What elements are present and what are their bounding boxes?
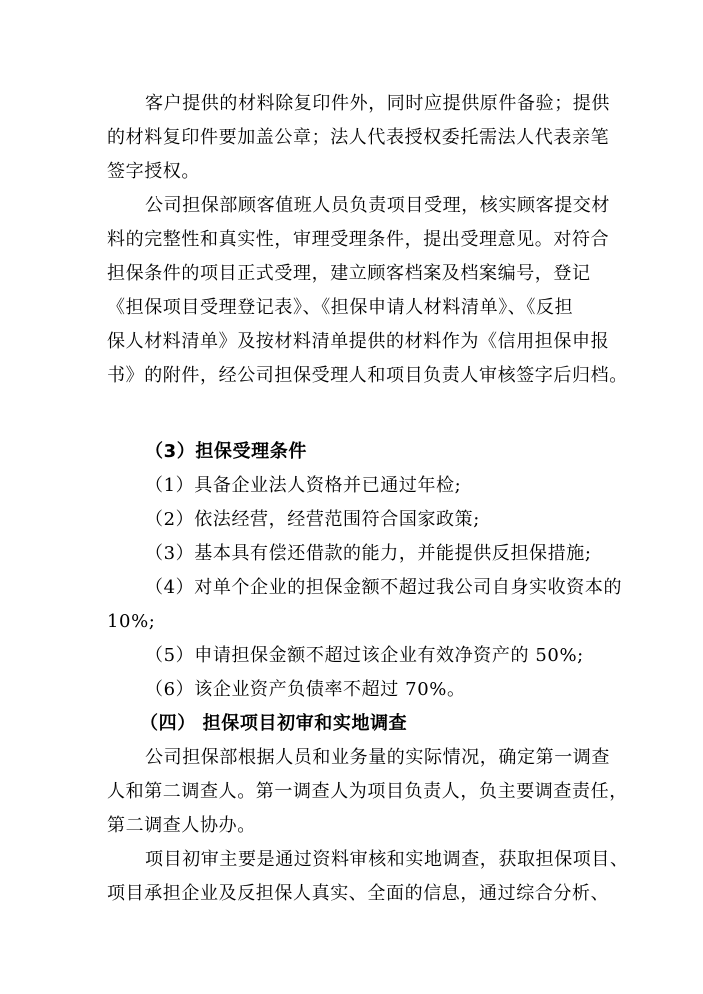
list-item: （1）具备企业法人资格并已通过年检; <box>145 475 462 496</box>
list-item: （3）基本具有偿还借款的能力，并能提供反担保措施; <box>145 543 592 564</box>
list-item: （4）对单个企业的担保金额不超过我公司自身实收资本的 <box>145 577 623 598</box>
list-item: （5）申请担保金额不超过该企业有效净资产的 50%; <box>145 645 584 666</box>
paragraph-line: 项目承担企业及反担保人真实、全面的信息，通过综合分析、 <box>107 883 610 904</box>
paragraph-line: 客户提供的材料除复印件外，同时应提供原件备验；提供 <box>145 93 610 114</box>
paragraph-line: 人和第二调查人。第一调查人为项目负责人，负主要调查责任， <box>107 781 628 802</box>
section-heading: （四） 担保项目初审和实地调查 <box>140 713 408 734</box>
section-heading: （3）担保受理条件 <box>145 441 307 462</box>
list-item: （2）依法经营，经营范围符合国家政策; <box>145 509 480 530</box>
list-item-continuation: 10%; <box>107 611 156 632</box>
paragraph-line: 料的完整性和真实性，审理受理条件，提出受理意见。对符合 <box>107 229 610 250</box>
paragraph-line: 的材料复印件要加盖公章；法人代表授权委托需法人代表亲笔 <box>107 127 610 148</box>
paragraph-line: 签字授权。 <box>107 161 200 182</box>
paragraph-line: 项目初审主要是通过资料审核和实地调查，获取担保项目、 <box>145 849 629 870</box>
paragraph-line: 公司担保部根据人员和业务量的实际情况，确定第一调查 <box>145 747 610 768</box>
paragraph-line: 担保条件的项目正式受理，建立顾客档案及档案编号，登记 <box>107 263 591 284</box>
paragraph-line: 保人材料清单》及按材料清单提供的材料作为《信用担保申报 <box>107 331 610 352</box>
list-item: （6）该企业资产负债率不超过 70%。 <box>145 679 466 700</box>
paragraph-line: 公司担保部顾客值班人员负责项目受理，核实顾客提交材 <box>145 195 610 216</box>
paragraph-line: 第二调查人协办。 <box>107 815 256 836</box>
paragraph-line: 《担保项目受理登记表》、《担保申请人材料清单》、《反担 <box>107 297 574 318</box>
paragraph-line: 书》的附件，经公司担保受理人和项目负责人审核签字后归档。 <box>107 365 628 386</box>
